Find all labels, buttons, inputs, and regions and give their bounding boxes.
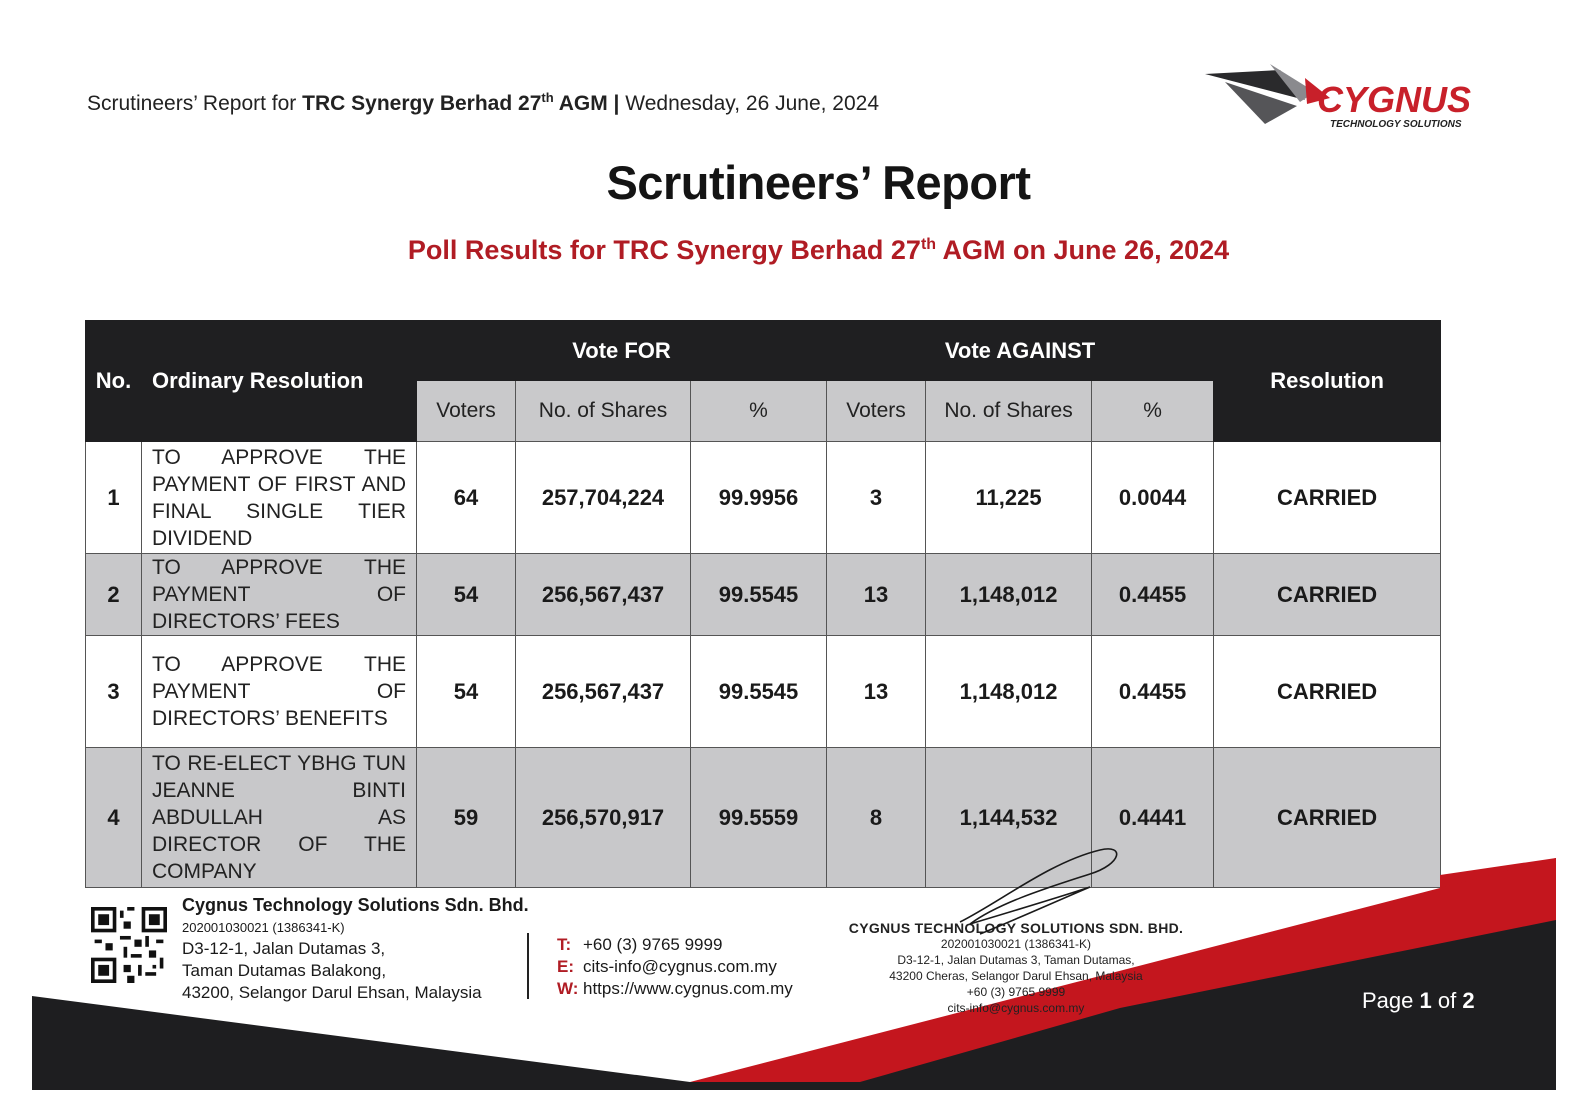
for-voters: 59	[417, 748, 516, 888]
subtitle-prefix: Poll Results for TRC Synergy Berhad 27	[407, 235, 921, 265]
against-percent: 0.4455	[1092, 554, 1214, 636]
web-key: W:	[557, 979, 579, 998]
logo-brand: CYGNUS	[1317, 79, 1472, 120]
web-value[interactable]: https://www.cygnus.com.my	[583, 979, 793, 998]
stamp-line: cits-info@cygnus.com.my	[947, 1001, 1085, 1015]
for-shares: 256,567,437	[516, 636, 691, 748]
for-percent: 99.5545	[691, 554, 827, 636]
against-shares: 11,225	[926, 442, 1092, 554]
table-row	[86, 554, 1441, 636]
contact-phone	[557, 934, 793, 956]
for-shares: 256,570,917	[516, 748, 691, 888]
col-header-result: Resolution	[1214, 321, 1441, 442]
row-number: 2	[86, 554, 142, 636]
company-address	[182, 938, 529, 1004]
email-value[interactable]: cits-info@cygnus.com.my	[583, 957, 777, 976]
contact-website[interactable]	[557, 978, 793, 1000]
header-agm: AGM |	[553, 92, 620, 115]
resolution-status: CARRIED	[1214, 554, 1441, 636]
col-header-resolution: Ordinary Resolution	[142, 321, 417, 442]
against-shares: 1,148,012	[926, 554, 1092, 636]
col-header-vote-against: Vote AGAINST	[827, 321, 1214, 381]
resolution-text: TO RE-ELECT YBHG TUN JEANNE BINTI ABDULLAH AS DIRECTOR OF THE COMPANY	[142, 748, 417, 888]
page-subtitle	[0, 235, 1592, 266]
page-prefix: Page	[1362, 988, 1420, 1013]
for-voters: 54	[417, 554, 516, 636]
page-title: Scrutineers’ Report	[606, 156, 1031, 209]
email-key: E:	[557, 957, 574, 976]
qr-code	[91, 907, 167, 983]
contact-info	[557, 934, 793, 1000]
table-row	[86, 442, 1441, 554]
signature	[940, 842, 1130, 942]
stamp-reg: 202001030021 (1386341-K)	[940, 937, 1092, 951]
footer-divider	[527, 933, 529, 999]
for-shares: 257,704,224	[516, 442, 691, 554]
header-sup: th	[541, 90, 554, 105]
page-mid: of	[1431, 988, 1463, 1013]
col-header-no: No.	[86, 321, 142, 442]
col-header-against-voters: Voters	[827, 381, 926, 442]
col-header-vote-for: Vote FOR	[417, 321, 827, 381]
resolution-text: TO APPROVE THE PAYMENT OF DIRECTORS’ FEES	[142, 554, 417, 636]
against-voters: 8	[827, 748, 926, 888]
resolution-text: TO APPROVE THE PAYMENT OF FIRST AND FINAL SINGLE TIER DIVIDEND	[142, 442, 417, 554]
against-percent: 0.4455	[1092, 636, 1214, 748]
stamp-name: CYGNUS TECHNOLOGY SOLUTIONS SDN. BHD.	[848, 920, 1184, 936]
against-shares: 1,148,012	[926, 636, 1092, 748]
row-number: 4	[86, 748, 142, 888]
resolution-status: CARRIED	[1214, 636, 1441, 748]
address-line: D3-12-1, Jalan Dutamas 3,	[182, 939, 386, 958]
header-date: Wednesday, 26 June, 2024	[619, 92, 880, 115]
for-shares: 256,567,437	[516, 554, 691, 636]
col-header-for-shares: No. of Shares	[516, 381, 691, 442]
col-header-against-shares: No. of Shares	[926, 381, 1092, 442]
phone-key: T:	[557, 935, 572, 954]
page-current: 1	[1419, 988, 1432, 1013]
against-percent: 0.4441	[1092, 748, 1214, 888]
col-header-for-percent: %	[691, 381, 827, 442]
resolution-status: CARRIED	[1214, 442, 1441, 554]
against-voters: 13	[827, 636, 926, 748]
against-percent: 0.0044	[1092, 442, 1214, 554]
against-voters: 3	[827, 442, 926, 554]
row-number: 3	[86, 636, 142, 748]
for-voters: 64	[417, 442, 516, 554]
for-percent: 99.9956	[691, 442, 827, 554]
col-header-against-percent: %	[1092, 381, 1214, 442]
cygnus-logo	[1205, 62, 1475, 132]
resolution-text: TO APPROVE THE PAYMENT OF DIRECTORS’ BENEFITS	[142, 636, 417, 748]
table-row	[86, 636, 1441, 748]
subtitle-suffix: AGM on June 26, 2024	[936, 235, 1230, 265]
page-number	[1362, 988, 1475, 1014]
contact-email[interactable]	[557, 956, 793, 978]
stamp-line: 43200 Cheras, Selangor Darul Ehsan, Malaysia	[889, 969, 1143, 983]
against-shares: 1,144,532	[926, 748, 1092, 888]
company-name: Cygnus Technology Solutions Sdn. Bhd.	[182, 895, 529, 915]
stamp-line: +60 (3) 9765 9999	[966, 985, 1066, 999]
col-header-for-voters: Voters	[417, 381, 516, 442]
company-reg-no: 202001030021 (1386341-K)	[182, 920, 345, 935]
row-number: 1	[86, 442, 142, 554]
page-total: 2	[1462, 988, 1475, 1013]
subtitle-sup: th	[920, 236, 937, 253]
for-voters: 54	[417, 636, 516, 748]
phone-value: +60 (3) 9765 9999	[583, 935, 723, 954]
company-info	[182, 895, 529, 1004]
poll-results-table	[85, 320, 1441, 888]
against-voters: 13	[827, 554, 926, 636]
report-header-line	[87, 90, 879, 116]
header-prefix: Scrutineers’ Report for	[87, 92, 303, 115]
address-line: Taman Dutamas Balakong,	[182, 961, 387, 980]
logo-tagline: TECHNOLOGY SOLUTIONS	[1330, 119, 1462, 130]
resolution-status: CARRIED	[1214, 748, 1441, 888]
stamp-line: D3-12-1, Jalan Dutamas 3, Taman Dutamas,	[897, 953, 1135, 967]
header-company: TRC Synergy Berhad 27	[302, 92, 542, 115]
address-line: 43200, Selangor Darul Ehsan, Malaysia	[182, 983, 482, 1002]
for-percent: 99.5545	[691, 636, 827, 748]
for-percent: 99.5559	[691, 748, 827, 888]
